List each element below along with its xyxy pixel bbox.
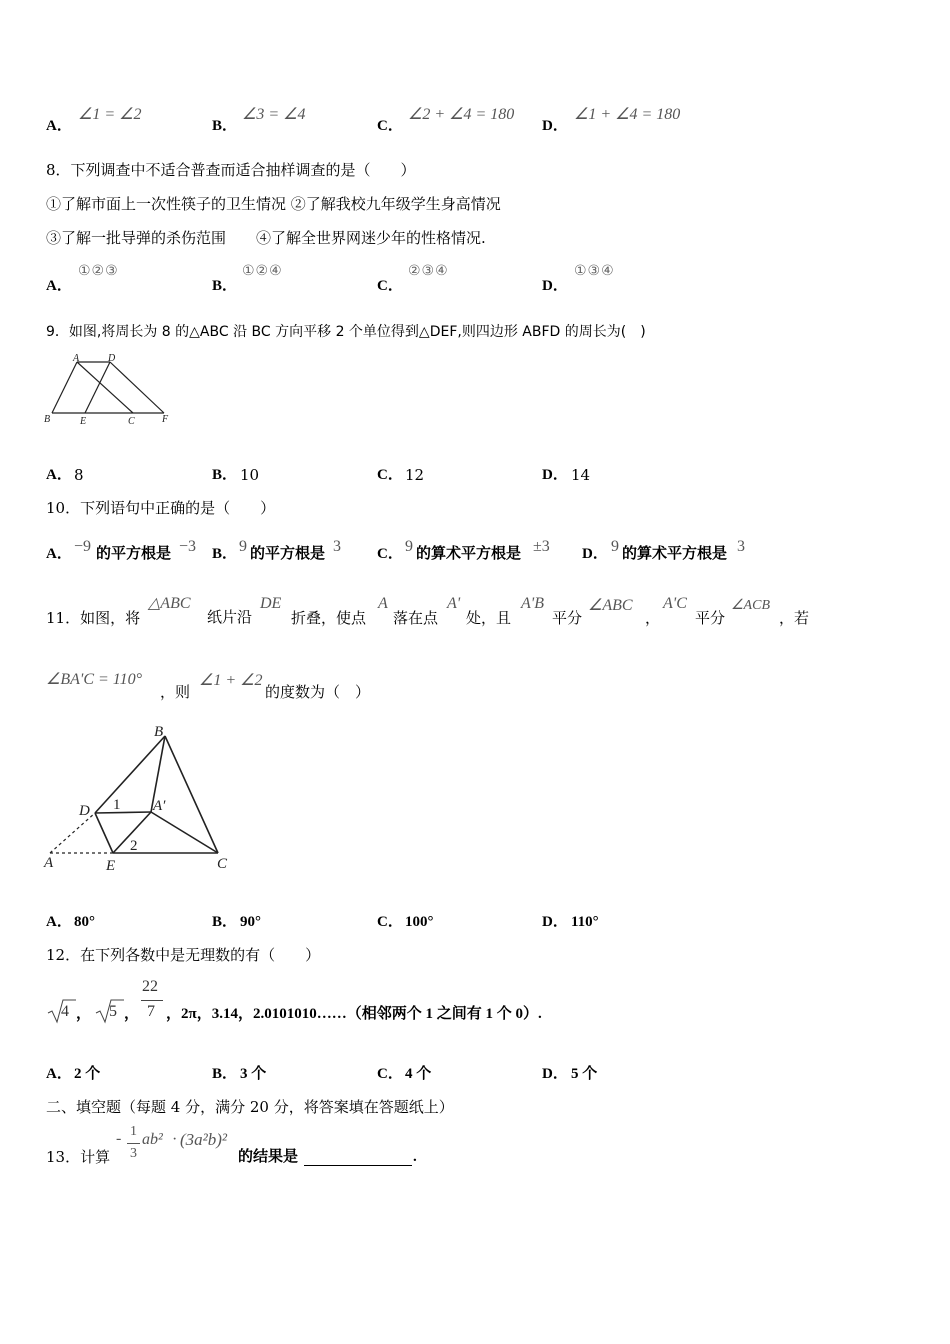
- q13-fraction-den: 3: [130, 1146, 137, 1161]
- q11-text-6: 平分: [552, 609, 583, 627]
- q11-text-1: 11．如图，将: [46, 609, 141, 627]
- q10-option-c-text: 的算术平方根是: [416, 546, 522, 562]
- q11-option-d-label: D．: [542, 914, 568, 930]
- q7-option-a-math: ∠1 = ∠2: [78, 106, 142, 123]
- q9-label-d: D: [108, 353, 116, 364]
- q12-stem: 12．在下列各数中是无理数的有（ ）: [46, 946, 321, 964]
- q10-option-a-label: A．: [46, 546, 72, 562]
- q7-option-d-math: ∠1 + ∠4 = 180: [574, 106, 681, 123]
- q9-option-b-label: B．: [212, 467, 238, 483]
- q10-option-d-label: D．: [582, 546, 608, 562]
- q12-option-d-value: 5 个: [571, 1066, 598, 1082]
- q9-figure: [40, 352, 180, 428]
- q11-math-4: A': [447, 595, 461, 612]
- q11-text-9: ，若: [779, 609, 810, 627]
- q7-option-c-math: ∠2 + ∠4 = 180: [408, 106, 515, 123]
- q12-sqrt4-value: 4: [61, 1003, 69, 1020]
- q10-option-c-label: C．: [377, 546, 403, 562]
- q12-sqrt5-value: 5: [109, 1003, 117, 1020]
- q12-fraction-bar: [141, 1000, 163, 1001]
- q9-option-c-value: 12: [405, 466, 425, 484]
- q11-option-a-value: 80°: [74, 914, 95, 930]
- q13-dot: ·: [172, 1131, 178, 1148]
- q11-option-b-label: B．: [212, 914, 238, 930]
- q9-option-d-label: D．: [542, 467, 568, 483]
- q11-text-4: 落在点: [393, 609, 439, 627]
- q11-option-b-value: 90°: [240, 914, 261, 930]
- q11-text-2: 纸片沿: [207, 610, 253, 626]
- q10-option-a-m2: −3: [179, 538, 197, 555]
- q12-option-d-label: D．: [542, 1066, 568, 1082]
- q12-option-a-label: A．: [46, 1066, 72, 1082]
- q11-option-c-label: C．: [377, 914, 403, 930]
- q11-math-2: DE: [260, 595, 282, 612]
- q8-option-d-value: ①③④: [574, 263, 615, 279]
- q7-option-b-label: B．: [212, 118, 238, 134]
- q11-math-1: △ABC: [148, 595, 191, 612]
- q13-expr1: ab²: [142, 1131, 163, 1148]
- q11-option-c-value: 100°: [405, 914, 434, 930]
- q13-fraction-num: 1: [130, 1124, 137, 1139]
- q11-label-e: E: [106, 858, 116, 874]
- q10-option-b-m2: 3: [333, 538, 341, 555]
- q12-option-c-label: C．: [377, 1066, 403, 1082]
- q12-comma-2: ，: [124, 1006, 140, 1022]
- q9-option-b-value: 10: [240, 466, 260, 484]
- q11-figure: [40, 720, 240, 880]
- q8-stem: 8．下列调查中不适合普查而适合抽样调查的是（ ）: [46, 161, 416, 179]
- section-2-heading: 二、填空题（每题 4 分，满分 20 分，将答案填在答题纸上）: [46, 1098, 454, 1116]
- q11-label-a-prime: A′: [153, 798, 166, 814]
- q13-negative: -: [116, 1130, 122, 1147]
- q8-option-c-label: C．: [377, 278, 403, 294]
- q10-option-d-m2: 3: [737, 538, 745, 555]
- q8-line2: ③了解一批导弹的杀伤范围 ④了解全世界网迷少年的性格情况.: [46, 229, 486, 247]
- q12-option-b-value: 3 个: [240, 1066, 267, 1082]
- q13-expr2: (3a²b)²: [180, 1130, 228, 1149]
- q11-math-10: ∠1 + ∠2: [199, 672, 263, 689]
- q10-option-a-text: 的平方根是: [96, 546, 172, 562]
- q9-option-a-label: A．: [46, 467, 72, 483]
- q11-text-5: 处，且: [466, 609, 512, 627]
- q7-option-d-label: D．: [542, 118, 568, 134]
- q11-option-d-value: 110°: [571, 914, 599, 930]
- q12-fraction-den: 7: [147, 1003, 155, 1020]
- q13-answer-blank[interactable]: [304, 1148, 412, 1166]
- q11-label-angle1: 1: [113, 797, 121, 813]
- q10-option-c-m1: 9: [405, 538, 413, 555]
- q11-math-9: ∠BA'C = 110°: [46, 671, 142, 688]
- q13-fraction-bar: [127, 1143, 140, 1144]
- q11-text-11: 的度数为（ ）: [265, 683, 371, 701]
- q9-stem: 9．如图,将周长为 8 的△ABC 沿 BC 方向平移 2 个单位得到△DEF,则四边形 ABFD 的周长为( ): [46, 324, 646, 340]
- q9-option-a-value: 8: [74, 466, 84, 484]
- q11-math-3: A: [378, 595, 388, 612]
- q10-option-b-text: 的平方根是: [250, 546, 326, 562]
- q8-option-a-label: A．: [46, 278, 72, 294]
- q11-text-7: ，: [645, 609, 661, 627]
- q9-option-c-label: C．: [377, 467, 403, 483]
- q8-option-d-label: D．: [542, 278, 568, 294]
- q8-option-b-value: ①②④: [242, 263, 283, 279]
- q11-math-5: A'B: [521, 595, 544, 612]
- q7-option-c-label: C．: [377, 118, 403, 134]
- q11-text-8: 平分: [695, 609, 726, 627]
- q12-tail: ，2π，3.14，2.0101010……（相邻两个 1 之间有 1 个 0）.: [166, 1006, 542, 1022]
- q11-label-angle2: 2: [130, 838, 138, 854]
- q8-option-c-value: ②③④: [408, 263, 449, 279]
- q11-text-10: ，则: [160, 683, 191, 701]
- q9-label-b: B: [44, 414, 51, 425]
- q9-option-d-value: 14: [571, 466, 591, 484]
- q10-option-a-m1: −9: [74, 538, 92, 555]
- q13-prefix: 13．计算: [46, 1148, 111, 1166]
- q11-math-7: A'C: [663, 595, 687, 612]
- q8-line1: ①了解市面上一次性筷子的卫生情况 ②了解我校九年级学生身高情况: [46, 195, 501, 213]
- q11-label-b: B: [154, 724, 164, 740]
- q12-option-c-value: 4 个: [405, 1066, 432, 1082]
- q9-label-f: F: [162, 414, 169, 425]
- q11-label-d: D: [79, 803, 90, 819]
- q8-option-b-label: B．: [212, 278, 238, 294]
- q13-post: 的结果是: [238, 1149, 299, 1165]
- q12-fraction-num: 22: [142, 978, 158, 995]
- q7-option-a-label: A．: [46, 118, 72, 134]
- q10-stem: 10．下列语句中正确的是（ ）: [46, 499, 276, 517]
- q10-option-d-m1: 9: [611, 538, 619, 555]
- q11-option-a-label: A．: [46, 914, 72, 930]
- q10-option-d-text: 的算术平方根是: [622, 546, 728, 562]
- q8-option-a-value: ①②③: [78, 263, 119, 279]
- q11-text-3: 折叠，使点: [291, 609, 367, 627]
- q10-option-b-m1: 9: [239, 538, 247, 555]
- q12-option-a-value: 2 个: [74, 1066, 101, 1082]
- q11-label-a: A: [44, 855, 54, 871]
- q10-option-b-label: B．: [212, 546, 238, 562]
- q9-label-a: A: [73, 353, 80, 364]
- q11-math-6: ∠ABC: [588, 597, 633, 614]
- q12-comma-1: ，: [76, 1006, 92, 1022]
- q11-math-8: ∠ACB: [731, 598, 770, 613]
- q7-option-b-math: ∠3 = ∠4: [242, 106, 306, 123]
- q13-end: .: [413, 1149, 417, 1165]
- q9-label-e: E: [80, 416, 87, 427]
- q11-label-c: C: [217, 856, 228, 872]
- q12-option-b-label: B．: [212, 1066, 238, 1082]
- q10-option-c-m2: ±3: [533, 538, 550, 555]
- q9-label-c: C: [128, 416, 135, 427]
